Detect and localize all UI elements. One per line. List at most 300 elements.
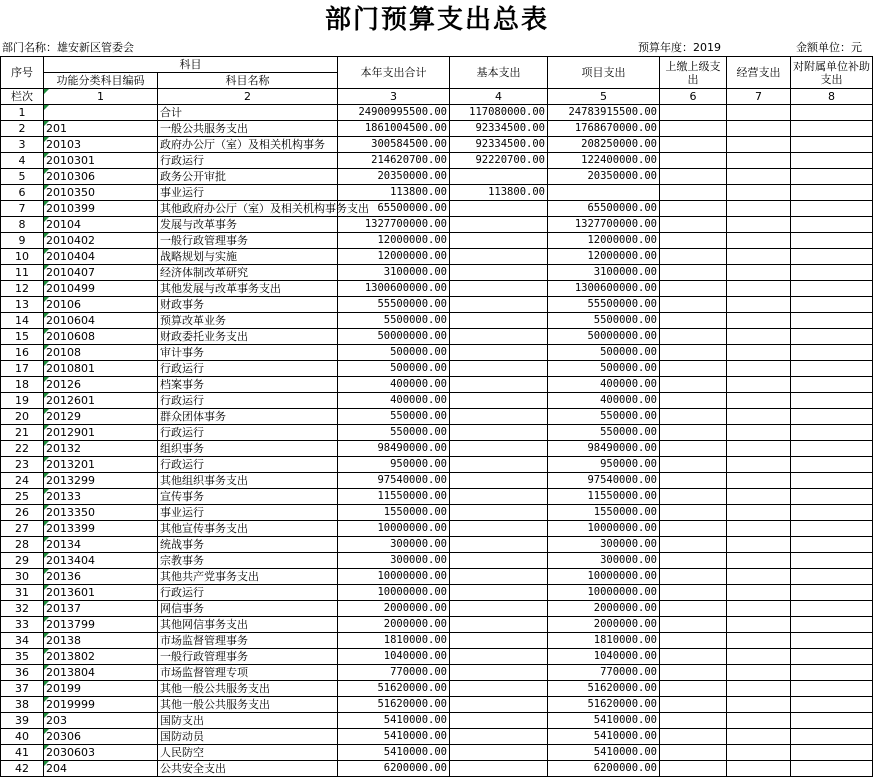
row-total: 400000.00 (338, 393, 450, 409)
row-business (727, 393, 791, 409)
table-row (1, 425, 873, 441)
row-seq: 11 (1, 265, 44, 281)
row-basic (450, 409, 548, 425)
row-subsidy (791, 729, 873, 745)
row-name: 发展与改革事务 (158, 217, 338, 233)
row-business (727, 329, 791, 345)
colnum: 6 (660, 89, 727, 105)
row-code: 2013804 (44, 665, 158, 681)
row-basic (450, 393, 548, 409)
row-seq: 5 (1, 169, 44, 185)
row-business (727, 169, 791, 185)
row-project: 51620000.00 (548, 681, 660, 697)
row-total: 55500000.00 (338, 297, 450, 313)
row-name: 政务公开审批 (158, 169, 338, 185)
table-row (1, 457, 873, 473)
header-basic: 基本支出 (450, 57, 548, 89)
row-seq: 21 (1, 425, 44, 441)
row-basic (450, 345, 548, 361)
row-name: 一般行政管理事务 (158, 649, 338, 665)
row-seq: 26 (1, 505, 44, 521)
row-name: 行政运行 (158, 393, 338, 409)
row-subsidy (791, 249, 873, 265)
row-name: 其他发展与改革事务支出 (158, 281, 338, 297)
row-basic (450, 329, 548, 345)
row-project: 55500000.00 (548, 297, 660, 313)
row-business (727, 297, 791, 313)
row-upper (660, 665, 727, 681)
row-subsidy (791, 393, 873, 409)
row-code: 20103 (44, 137, 158, 153)
table-row (1, 713, 873, 729)
row-subsidy (791, 649, 873, 665)
row-upper (660, 633, 727, 649)
table-row (1, 217, 873, 233)
row-basic (450, 537, 548, 553)
row-code: 2019999 (44, 697, 158, 713)
table-row (1, 649, 873, 665)
row-business (727, 473, 791, 489)
row-business (727, 665, 791, 681)
table-row (1, 585, 873, 601)
row-code: 20306 (44, 729, 158, 745)
budget-table (0, 56, 873, 777)
row-subsidy (791, 761, 873, 777)
row-upper (660, 169, 727, 185)
row-business (727, 697, 791, 713)
row-name: 财政事务 (158, 297, 338, 313)
row-seq: 37 (1, 681, 44, 697)
row-business (727, 105, 791, 121)
table-row (1, 409, 873, 425)
row-total: 770000.00 (338, 665, 450, 681)
table-row (1, 121, 873, 137)
row-subsidy (791, 153, 873, 169)
row-project: 5410000.00 (548, 745, 660, 761)
row-code: 20104 (44, 217, 158, 233)
row-business (727, 569, 791, 585)
row-business (727, 153, 791, 169)
row-total: 400000.00 (338, 377, 450, 393)
colnum: 2 (158, 89, 338, 105)
row-subsidy (791, 601, 873, 617)
row-name: 行政运行 (158, 361, 338, 377)
row-basic (450, 761, 548, 777)
table-row (1, 281, 873, 297)
row-total: 10000000.00 (338, 521, 450, 537)
currency-unit: 金额单位：元 (796, 41, 862, 54)
row-seq: 1 (1, 105, 44, 121)
row-business (727, 281, 791, 297)
row-code: 20133 (44, 489, 158, 505)
row-total: 51620000.00 (338, 681, 450, 697)
colnum: 4 (450, 89, 548, 105)
row-upper (660, 505, 727, 521)
row-subsidy (791, 313, 873, 329)
row-project: 500000.00 (548, 361, 660, 377)
row-code: 2010350 (44, 185, 158, 201)
row-project: 5410000.00 (548, 713, 660, 729)
row-total: 97540000.00 (338, 473, 450, 489)
table-row (1, 185, 873, 201)
row-total: 11550000.00 (338, 489, 450, 505)
row-code: 2013399 (44, 521, 158, 537)
row-name: 档案事务 (158, 377, 338, 393)
table-row (1, 537, 873, 553)
row-subsidy (791, 265, 873, 281)
row-subsidy (791, 745, 873, 761)
row-name: 人民防空 (158, 745, 338, 761)
row-name: 国防支出 (158, 713, 338, 729)
row-basic (450, 297, 548, 313)
row-seq: 16 (1, 345, 44, 361)
table-row (1, 137, 873, 153)
row-subsidy (791, 169, 873, 185)
row-code: 2010301 (44, 153, 158, 169)
row-seq: 35 (1, 649, 44, 665)
row-business (727, 489, 791, 505)
row-seq: 8 (1, 217, 44, 233)
row-subsidy (791, 473, 873, 489)
row-subsidy (791, 665, 873, 681)
row-name: 经济体制改革研究 (158, 265, 338, 281)
row-upper (660, 329, 727, 345)
row-seq: 14 (1, 313, 44, 329)
row-total: 6200000.00 (338, 761, 450, 777)
row-basic (450, 249, 548, 265)
row-subsidy (791, 697, 873, 713)
row-code: 2010604 (44, 313, 158, 329)
row-business (727, 585, 791, 601)
row-upper (660, 265, 727, 281)
row-seq: 28 (1, 537, 44, 553)
row-project: 1810000.00 (548, 633, 660, 649)
row-upper (660, 217, 727, 233)
row-total: 24900995500.00 (338, 105, 450, 121)
row-project: 400000.00 (548, 377, 660, 393)
row-seq: 3 (1, 137, 44, 153)
department-name: 部门名称：雄安新区管委会 (2, 41, 134, 54)
colnum: 1 (44, 89, 158, 105)
row-upper (660, 185, 727, 201)
row-code: 2013601 (44, 585, 158, 601)
row-business (727, 713, 791, 729)
row-code: 2013802 (44, 649, 158, 665)
row-project: 1040000.00 (548, 649, 660, 665)
row-business (727, 617, 791, 633)
row-code: 2013799 (44, 617, 158, 633)
row-business (727, 537, 791, 553)
table-row (1, 665, 873, 681)
row-upper (660, 361, 727, 377)
row-total: 5410000.00 (338, 745, 450, 761)
row-project: 2000000.00 (548, 617, 660, 633)
row-seq: 22 (1, 441, 44, 457)
row-total: 113800.00 (338, 185, 450, 201)
row-name: 战略规划与实施 (158, 249, 338, 265)
row-total: 500000.00 (338, 361, 450, 377)
row-code: 2013350 (44, 505, 158, 521)
row-seq: 4 (1, 153, 44, 169)
row-business (727, 729, 791, 745)
row-subsidy (791, 217, 873, 233)
row-business (727, 521, 791, 537)
row-total: 2000000.00 (338, 617, 450, 633)
row-seq: 2 (1, 121, 44, 137)
row-project: 51620000.00 (548, 697, 660, 713)
row-seq: 7 (1, 201, 44, 217)
row-name: 其他一般公共服务支出 (158, 681, 338, 697)
row-project: 65500000.00 (548, 201, 660, 217)
row-name: 预算改革业务 (158, 313, 338, 329)
row-seq: 29 (1, 553, 44, 569)
row-business (727, 441, 791, 457)
row-total: 1810000.00 (338, 633, 450, 649)
row-basic (450, 521, 548, 537)
row-basic (450, 665, 548, 681)
row-name: 其他宣传事务支出 (158, 521, 338, 537)
row-seq: 39 (1, 713, 44, 729)
row-project: 97540000.00 (548, 473, 660, 489)
row-total: 550000.00 (338, 409, 450, 425)
row-name: 其他政府办公厅（室）及相关机构事务支出 (158, 201, 338, 217)
row-basic (450, 745, 548, 761)
budget-year: 预算年度：2019 (638, 41, 721, 54)
table-row (1, 345, 873, 361)
row-project: 5500000.00 (548, 313, 660, 329)
row-code: 2030603 (44, 745, 158, 761)
row-project: 10000000.00 (548, 569, 660, 585)
row-business (727, 505, 791, 521)
row-name: 一般公共服务支出 (158, 121, 338, 137)
row-subsidy (791, 681, 873, 697)
row-subsidy (791, 521, 873, 537)
row-subsidy (791, 425, 873, 441)
row-name: 事业运行 (158, 505, 338, 521)
row-name: 市场监督管理事务 (158, 633, 338, 649)
row-code: 2010306 (44, 169, 158, 185)
colnum: 3 (338, 89, 450, 105)
row-code: 20108 (44, 345, 158, 361)
row-upper (660, 201, 727, 217)
row-upper (660, 761, 727, 777)
row-project: 24783915500.00 (548, 105, 660, 121)
row-basic (450, 681, 548, 697)
row-name: 事业运行 (158, 185, 338, 201)
row-project: 300000.00 (548, 553, 660, 569)
row-total: 5410000.00 (338, 713, 450, 729)
row-name: 国防动员 (158, 729, 338, 745)
table-row (1, 169, 873, 185)
row-code: 2010399 (44, 201, 158, 217)
row-upper (660, 393, 727, 409)
row-project: 6200000.00 (548, 761, 660, 777)
row-project: 2000000.00 (548, 601, 660, 617)
row-project: 550000.00 (548, 425, 660, 441)
row-code (44, 105, 158, 121)
row-subsidy (791, 185, 873, 201)
table-row (1, 297, 873, 313)
row-upper (660, 281, 727, 297)
colnum: 7 (727, 89, 791, 105)
row-business (727, 185, 791, 201)
header-subject: 科目 (44, 57, 338, 73)
row-subsidy (791, 409, 873, 425)
row-project: 12000000.00 (548, 233, 660, 249)
table-row (1, 633, 873, 649)
row-subsidy (791, 457, 873, 473)
row-code: 2012601 (44, 393, 158, 409)
row-subsidy (791, 617, 873, 633)
row-subsidy (791, 201, 873, 217)
row-basic (450, 377, 548, 393)
row-seq: 24 (1, 473, 44, 489)
row-business (727, 457, 791, 473)
column-number-row (1, 89, 873, 105)
table-row (1, 201, 873, 217)
row-business (727, 137, 791, 153)
row-code: 2013404 (44, 553, 158, 569)
row-project: 550000.00 (548, 409, 660, 425)
row-project: 5410000.00 (548, 729, 660, 745)
table-row (1, 569, 873, 585)
row-code: 2013201 (44, 457, 158, 473)
row-name: 合计 (158, 105, 338, 121)
row-business (727, 233, 791, 249)
row-business (727, 745, 791, 761)
row-name: 审计事务 (158, 345, 338, 361)
row-seq: 15 (1, 329, 44, 345)
header-name: 科目名称 (158, 73, 338, 89)
row-business (727, 345, 791, 361)
row-code: 20126 (44, 377, 158, 393)
row-project: 12000000.00 (548, 249, 660, 265)
row-seq: 17 (1, 361, 44, 377)
row-seq: 30 (1, 569, 44, 585)
row-seq: 19 (1, 393, 44, 409)
table-row (1, 489, 873, 505)
row-upper (660, 297, 727, 313)
row-name: 网信事务 (158, 601, 338, 617)
row-basic (450, 201, 548, 217)
row-subsidy (791, 377, 873, 393)
row-name: 统战事务 (158, 537, 338, 553)
row-seq: 27 (1, 521, 44, 537)
row-name: 宣传事务 (158, 489, 338, 505)
table-row (1, 249, 873, 265)
row-basic (450, 425, 548, 441)
row-total: 10000000.00 (338, 569, 450, 585)
row-seq: 13 (1, 297, 44, 313)
row-basic (450, 553, 548, 569)
row-code: 2010608 (44, 329, 158, 345)
table-row (1, 617, 873, 633)
row-project: 1300600000.00 (548, 281, 660, 297)
row-total: 2000000.00 (338, 601, 450, 617)
table-row (1, 233, 873, 249)
row-subsidy (791, 553, 873, 569)
table-row (1, 313, 873, 329)
header-business: 经营支出 (727, 57, 791, 89)
row-code: 2010801 (44, 361, 158, 377)
table-row (1, 681, 873, 697)
row-project: 500000.00 (548, 345, 660, 361)
row-business (727, 201, 791, 217)
table-row (1, 505, 873, 521)
row-upper (660, 457, 727, 473)
row-basic (450, 713, 548, 729)
row-business (727, 265, 791, 281)
row-basic (450, 265, 548, 281)
row-project: 11550000.00 (548, 489, 660, 505)
table-body (1, 105, 873, 777)
row-business (727, 601, 791, 617)
row-total: 12000000.00 (338, 233, 450, 249)
table-row (1, 473, 873, 489)
row-project: 10000000.00 (548, 585, 660, 601)
row-business (727, 633, 791, 649)
table-row (1, 729, 873, 745)
row-code: 20134 (44, 537, 158, 553)
row-upper (660, 681, 727, 697)
row-subsidy (791, 585, 873, 601)
header-total: 本年支出合计 (338, 57, 450, 89)
row-subsidy (791, 569, 873, 585)
row-business (727, 249, 791, 265)
row-upper (660, 153, 727, 169)
row-upper (660, 553, 727, 569)
row-name: 行政运行 (158, 425, 338, 441)
row-business (727, 409, 791, 425)
table-row (1, 393, 873, 409)
row-seq: 9 (1, 233, 44, 249)
row-upper (660, 105, 727, 121)
row-upper (660, 233, 727, 249)
row-code: 2010499 (44, 281, 158, 297)
table-row (1, 553, 873, 569)
header-upper: 上缴上级支出 (660, 57, 727, 89)
table-row (1, 521, 873, 537)
row-business (727, 121, 791, 137)
row-upper (660, 745, 727, 761)
row-subsidy (791, 489, 873, 505)
row-project (548, 185, 660, 201)
row-seq: 6 (1, 185, 44, 201)
row-subsidy (791, 233, 873, 249)
row-upper (660, 473, 727, 489)
row-total: 1550000.00 (338, 505, 450, 521)
row-total: 12000000.00 (338, 249, 450, 265)
row-upper (660, 137, 727, 153)
row-subsidy (791, 281, 873, 297)
row-subsidy (791, 713, 873, 729)
row-subsidy (791, 345, 873, 361)
row-code: 201 (44, 121, 158, 137)
row-subsidy (791, 105, 873, 121)
row-code: 20138 (44, 633, 158, 649)
row-basic (450, 617, 548, 633)
row-project: 1550000.00 (548, 505, 660, 521)
row-basic (450, 697, 548, 713)
row-business (727, 553, 791, 569)
row-upper (660, 489, 727, 505)
row-upper (660, 521, 727, 537)
row-subsidy (791, 329, 873, 345)
row-code: 20132 (44, 441, 158, 457)
row-basic (450, 489, 548, 505)
row-basic (450, 633, 548, 649)
row-seq: 25 (1, 489, 44, 505)
